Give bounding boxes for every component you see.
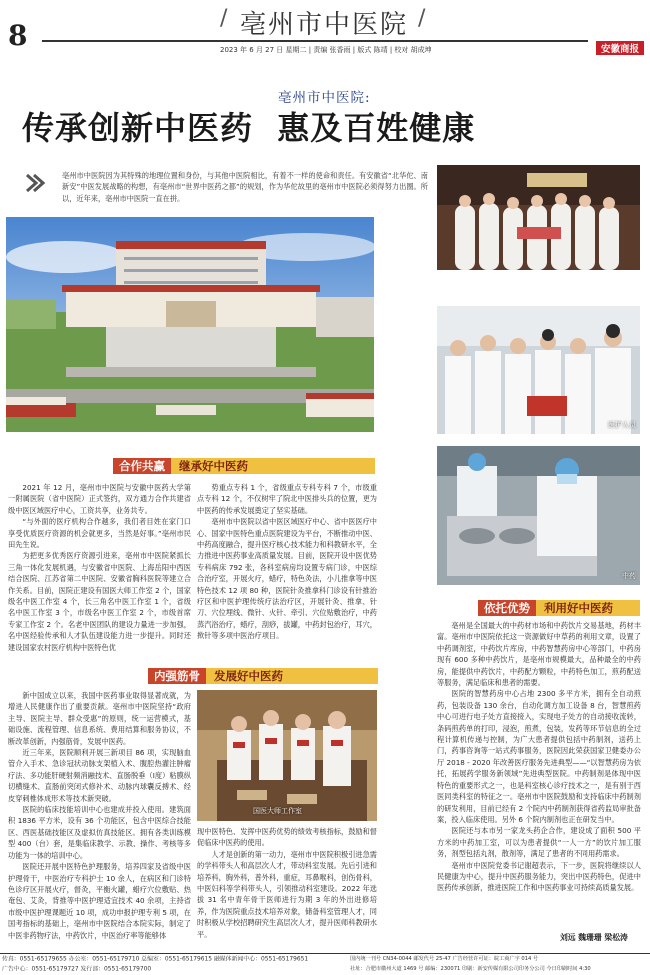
section-tag: 内强筋骨 (148, 668, 206, 684)
photo-master-studio (197, 690, 377, 821)
section-title: 亳州市中医院 (240, 10, 409, 40)
photo-medical-staff (437, 306, 640, 434)
paragraph: “与外面的医疗机构合作越多，我们者目姓在家门口享受优质医疗资源的机会就更多，当然是好事。”亳州市民田先生说。 (8, 517, 191, 550)
footer-registration: 国内统一刊号 CN34-0044 邮发代号 25-47 广告经营许可证：皖工商广字 014 号 (350, 955, 539, 962)
lead-chevron-icon (24, 172, 46, 194)
photo-hospital-night (437, 165, 640, 270)
article-col1-lower (8, 690, 191, 952)
article-col1-upper (8, 482, 191, 662)
section-title: 利用好中医药 (536, 600, 640, 616)
paragraph: 势重点专科 1 个，省级重点专科专科 7 个，市级重点专科 12 个，不仅树牢了院北中医排头兵的位置，更为中医药的传承发展奠定了坚实基础。 (197, 483, 377, 515)
footer-contacts-2: 广告中心：0551-65179727 发行部：0551-65179700 (2, 965, 152, 973)
section-header-advantage (478, 600, 640, 616)
article-col2-lower (197, 826, 377, 952)
headline-title: 传承创新中医药 惠及百姓健康 (22, 109, 476, 147)
paragraph: 2021 年 12 月，亳州市中医院与安徽中医药大学第一附属医院（省中医院）正式签约，双方通力合作共建省级中医区域医疗中心，工资共享，业务共专。 (8, 483, 191, 515)
paragraph: 亳州市中医院以省中医区域医疗中心、省中医医疗中心、国家中医特色重点医院建设为平台，不断推动中医、中药高度融合，提升医疗核心技术能力和科教研水平，全力推进中医药事业高质量发展。目前，医院开设中医优势专科病床 792 张，各科室病房均设置专病门诊，中医综合治疗室，开展火疗，蜡疗，特色灸法，小儿推拿等中医特色技术 12 项 80 种，医院针灸推拿科门诊设有针推治疗区和中医护理传统疗法治疗区，开展针灸、推拿、针刀、穴位埋线、微针、火针、牵引、穴位贴敷治疗，中药蒸汽浴治疗，蜡疗，刮痧，拔罐，中药封包治疗，耳穴，揿针等多项中医治疗项目。 (197, 517, 377, 641)
paragraph: 医院还开展中医特色护理服务，培养四家及省级中医护理骨干，中医治疗专科护士 10 余人，在病区和门诊特色诊疗区开展火疗，督灸，平衡火罐，蜡疗穴位敷贴、热奄包、艾灸，背推等中医护理适宜技术 40 余项，主持省市级中医护理课题近 10 项，成功申报护理专利 5 项，在国考指标的基础上，亳州市中医院结合本院实际，制定了中医非药物疗法，中药饮片，中医治疗率等能够体 (8, 862, 191, 940)
paragraph: 医院的临床技能培训中心也建成并投入使用。建筑面积 1836 平方米，设有 36 个功能区，包含中医综合技能区、西医基础技能区及虚拟仿真技能区。拥有各类训练模型 400（台）套，是集临床教学、示教、操作、考核等多功能为一体的培训中心。 (8, 805, 191, 860)
paragraph: 新中国成立以来，我国中医药事业取得显著成就，为增进人民健康作出了重要贡献。亳州市中医院坚持“政府主导、医院主导、群众受惠”的原则，统一运营模式，基础设施、流程管理、信息系统、费用结算和服务协议，不断改革创新，内强筋骨，发展中医药。 (8, 691, 191, 746)
section-tag: 依托优势 (478, 600, 536, 616)
brand-logo (596, 41, 644, 55)
section-title: 发展好中医药 (206, 668, 378, 684)
headline-kicker: 亳州市中医院: (278, 90, 371, 106)
article-col3 (437, 620, 641, 930)
section-header-cooperation (113, 458, 375, 474)
photo-pharmacy (437, 446, 640, 585)
masthead-underline (42, 40, 588, 42)
photo-hospital-aerial (6, 217, 374, 432)
page-number: 8 (8, 19, 28, 52)
brand-text: 安徽商报 (600, 44, 639, 55)
masthead (0, 0, 650, 58)
date-line: 2023 年 6 月 27 日 星期二 | 责编 张香雨 | 版式 陈靖 | 校对 胡成坤 (220, 46, 432, 54)
paragraph: 为把更多优秀医疗资源引进来，亳州市中医院紧抓长三角一体化发展机遇，与安徽省中医院、上海岳阳中西医结合医院、江苏省第二中医院、安徽省胸科医院等建立合作关系。目前，医院正建设有国医大师工作室 2 个，国家级名中医工作室 4 个，长三角名中医工作室 1 个，省级名中医工作室 3 个，市级名中医工作室 2 个，市级首席专家工作室 2 个。名老中医团队的建设力量进一步加强，名中医经验传承和人才队伍建设能力进一步提升。同时还建设国家农村医疗机构中医特色优 (8, 551, 191, 652)
paragraph: 亳州是全国最大的中药材市场和中药饮片交易基地，药材丰富。亳州市中医院依托这一资源做好中草药的利用文章，设置了中药调剂室，中药饮片库房，中药智慧药房中心等部门，中药房现有 600 多种中药饮片，是亳州市规模最大，品种最全的中药房，能提供中药饮片，中药配方颗粒，中药特色加工，煎药配送等服务，满足临床和患者的需要。 (437, 621, 641, 688)
paragraph: 现中医特色、发挥中医药优势的绩效考核指标，鼓励和督促临床中医药的使用。 (197, 827, 377, 848)
masthead-slash-left: / (220, 6, 228, 31)
section-title: 继承好中医药 (171, 458, 375, 474)
article-col2-upper (197, 482, 377, 662)
section-header-strengthen (148, 668, 378, 684)
footer-divider (0, 953, 650, 954)
paragraph: 人才是创新的第一动力，亳州市中医院积极引进急需的学科带头人和高层次人才，带动科室发展。先后引进和培养科，胸外科，普外科，重症，耳鼻喉科，创伤骨科，中医妇科等学科带头人，引领推动科室建设。2022 年选拔 31 名中青年骨干医师进行为期 3 年的外出进修培养，作为医院重点技术培养对象，储备科室管理人才，同时积极从学校招聘研究生高层次人才，提升医师科教研水平。 (197, 849, 377, 939)
paragraph: 医院还与本市另一家龙头药企合作，建设成了面积 500 平方米的中药加工室，可以为患者提供“一人一方”的饮片加工服务，剂型包括丸剂，散剂等，满足了患者的不同用药需求。 (437, 826, 641, 859)
masthead-slash-right: / (418, 6, 426, 31)
photo-pharmacy-caption: 中药 (622, 572, 636, 580)
paragraph: 医院的智慧药房中心占地 2300 多平方米，拥有全自动煎药，包装设备 130 余台，自动化调方加工设备 8 台，智慧煎药中心可进行电子处方直接接入，实现电子处方的自动接收流转，条码煎药单的打印，浸泡，煎煮，包装，发药等环节信息的全过程计算机传递与控制，为广大患者提供包括中药制剂，送药上门，药事咨询等一站式药事服务，医院因此荣获国家卫健委办公厅 2018 - 2020 年改善医疗服务先进典型——“以智慧药房为依托，拓展药学服务新领域”先进典型医院。中药制剂是体现中医特色的重要形式之一，也是科室核心诊疗技术之一，是有别于西医同类科室的特征之一。亳州市中医院鼓励和支持临床中药制剂的研发利用，目前已经有 2 个院内中药制剂获得省药监局审批备案，投入临床使用。另外 6 个院内制剂也正在研发当中。 (437, 689, 641, 824)
photo-master-studio-caption: 国医大师工作室 (253, 807, 302, 815)
photo-medical-staff-caption: 医护人员 (608, 421, 636, 429)
footer-contacts-1: 传真：0551-65179655 办公室：0551-65179710 总编室：0551-65179615 融媒体新闻中心：0551-65179651 (2, 955, 309, 963)
byline: 刘远 魏珊珊 梁松涛 (560, 933, 628, 942)
lead-paragraph: 亳州市中医院因为其特殊的地理位置和身份，与其他中医院相比，有着不一样的使命和责任。有安徽省“北华佗、南新安”中医发展战略的构想，有亳州市“世界中医药之都”的规划，作为华佗故里的亳州市中医院必须得努力出圈。所以，近年来，亳州市中医院一直在拼。 (62, 171, 428, 203)
section-tag: 合作共赢 (113, 458, 171, 474)
paragraph: 近三年来，医院顺利开展三新项目 86 项，实现脑血管介入手术、急诊冠状动脉支架植入术、腹腔热灌注肿瘤疗法、多功能肝硬射频消融技术、直肠脱垂（Ⅰ度）粘膜纵切横缝术、直肠前突闭式修补术、动脉内球囊反搏术、经皮穿刺椎体成形术等技术新突破。 (8, 748, 191, 803)
paragraph: 亳州市中医院党委书记谢超表示，下一步，医院将继续以人民健康为中心，提升中医药服务能力，突出中医药特色，促进中医药传承创新，推进医院工作和中医药事业可持续高质量发展。 (437, 860, 641, 893)
footer-address: 社址：合肥市徽州大道 1469 号 邮编：230071 印刷：新安传媒有限公司印务分公司 今日印刷时间 4:30 (350, 965, 591, 972)
